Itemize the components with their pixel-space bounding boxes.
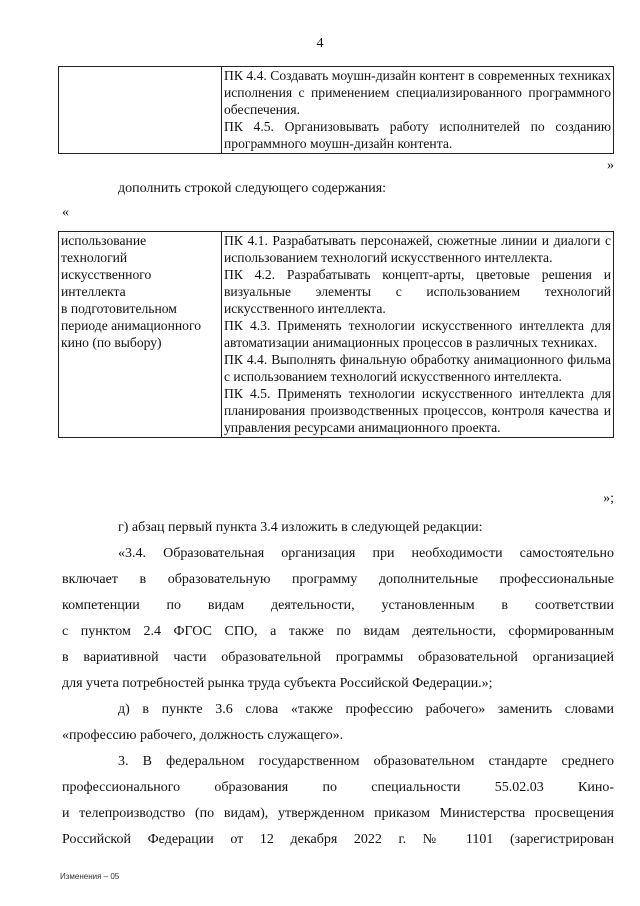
activity-line: интеллекта (61, 284, 126, 299)
competency-item: ПК 4.5. Применять технологии искусственного интеллекта для планирования производственных процессов, контроля качества и управления ресурсами анимационного проекта. (224, 386, 611, 435)
text-line: для учета потребностей рынка труда субъекта Российской Федерации.»; (62, 676, 493, 691)
activity-line: искусственного (61, 267, 152, 282)
footer-revision-note: Изменения – 05 (60, 872, 120, 881)
text-line: компетенции по видам деятельности, установленным в соответствии (62, 598, 614, 613)
closing-quote: »; (603, 491, 614, 506)
paragraph-d (62, 697, 614, 749)
table-row (59, 67, 614, 154)
paragraph-3-4 (62, 541, 614, 697)
competency-item: ПК 4.5. Организовывать работу исполнителей по созданию программного моушн-дизайн контента. (224, 119, 611, 151)
activity-line: в подготовительном (61, 301, 177, 316)
text-line: включает в образовательную программу дополнительные профессиональные (62, 572, 614, 587)
text-line: профессионального образования по специальности 55.02.03 Кино- (62, 780, 614, 795)
text-line: 3. В федеральном государственном образовательном стандарте среднего (118, 754, 614, 769)
text-line: д) в пункте 3.6 слова «также профессию рабочего» заменить словами (118, 702, 614, 717)
opening-quote: « (62, 205, 69, 220)
text-line: в вариативной части образовательной программы образовательной организацией (62, 650, 614, 665)
activity-line: кино (по выбору) (61, 335, 162, 350)
competency-item: ПК 4.4. Выполнять финальную обработку анимационного фильма с использованием технологий искусственного интеллекта. (224, 352, 611, 384)
competency-table-previous (58, 66, 614, 154)
paragraph-g: г) абзац первый пункта 3.4 изложить в следующей редакции: (118, 520, 483, 535)
activity-line: периоде анимационного (61, 318, 201, 333)
table-cell-activity (59, 232, 222, 438)
table-cell-competencies (222, 232, 614, 438)
closing-quote: » (607, 158, 614, 173)
table-cell-competencies (222, 67, 614, 154)
activity-line: использование (61, 233, 147, 248)
paragraph-3 (62, 749, 614, 853)
competency-table-new (58, 231, 614, 438)
text-line: и телепроизводство (по видам), утвержденном приказом Министерства просвещения (62, 806, 614, 821)
competency-item: ПК 4.1. Разрабатывать персонажей, сюжетные линии и диалоги с использованием технологий искусственного интеллекта. (224, 233, 611, 265)
text-line: «профессию рабочего, должность служащего». (62, 728, 344, 743)
page-number: 4 (316, 36, 324, 51)
add-row-instruction: дополнить строкой следующего содержания: (118, 181, 387, 196)
table-cell-empty (59, 67, 222, 154)
text-line: с пунктом 2.4 ФГОС СПО, а также по видам деятельности, сформированным (62, 624, 614, 639)
text-line: Российской Федерации от 12 декабря 2022 г. № 1101 (зарегистрирован (62, 832, 614, 847)
table-row (59, 232, 614, 438)
competency-item: ПК 4.2. Разрабатывать концепт-арты, цветовые решения и визуальные элементы с использованием технологий искусственного интеллекта. (224, 267, 611, 316)
text-line: «3.4. Образовательная организация при необходимости самостоятельно (118, 546, 614, 561)
competency-item: ПК 4.4. Создавать моушн-дизайн контент в современных техниках исполнения с применением специализированного программного обеспечения. (224, 68, 611, 117)
activity-line: технологий (61, 250, 128, 265)
competency-item: ПК 4.3. Применять технологии искусственного интеллекта для автоматизации анимационных процессов в различных техниках. (224, 318, 611, 350)
